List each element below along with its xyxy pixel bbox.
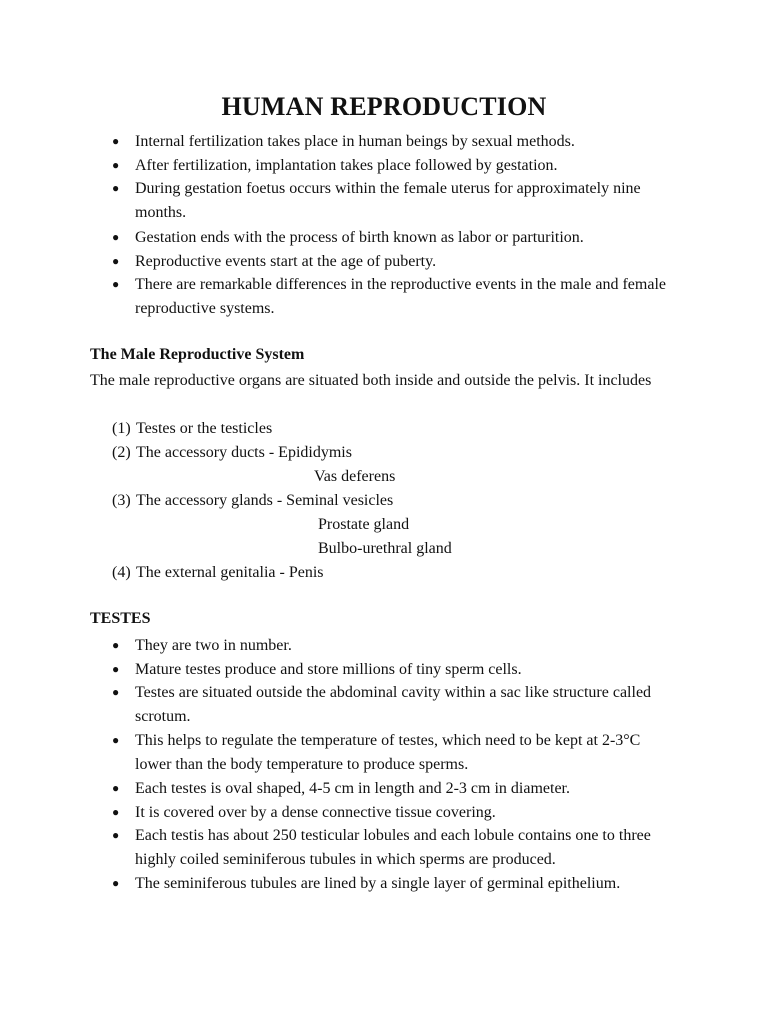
item-text: The external genitalia - Penis [136,564,324,581]
list-item [112,417,393,441]
list-item: ● Testes are situated outside the abdominal cavity within a sac like structure called scrotum. [0,681,768,728]
male-system-heading: The Male Reproductive System [90,346,305,363]
item-text: The accessory ducts - Epididymis [136,444,352,461]
testes-heading: TESTES [90,610,151,627]
item-number: (2) [112,444,131,461]
list-item: ● There are remarkable differences in the reproductive events in the male and female reproductive systems. [0,273,768,320]
item-continuation-text: Prostate gland [318,516,410,533]
item-continuation-text: Vas deferens [314,468,396,485]
intro-bullet-list [0,130,768,320]
item-number: (4) [112,564,131,581]
list-item: ● Internal fertilization takes place in human beings by sexual methods. [0,130,768,154]
list-item [112,441,393,465]
page-title: HUMAN REPRODUCTION [221,92,547,121]
item-text: Testes or the testicles [136,420,273,437]
list-item: ● Each testis has about 250 testicular lobules and each lobule contains one to three highly coiled seminiferous tubules in which sperms are produced. [0,824,768,871]
list-item: ● After fertilization, implantation takes place followed by gestation. [0,154,768,178]
list-item-continuation [112,513,410,537]
item-text: The accessory glands - Seminal vesicles [136,492,394,509]
list-item: ● Reproductive events start at the age of puberty. [0,250,768,274]
list-item: ● They are two in number. [0,634,768,658]
male-system-paragraph: The male reproductive organs are situated both inside and outside the pelvis. It includes [90,372,652,389]
list-item: ● The seminiferous tubules are lined by a single layer of germinal epithelium. [0,872,768,896]
male-organs-list [112,417,452,585]
list-item-continuation [112,465,396,489]
list-item: ● Mature testes produce and store millions of tiny sperm cells. [0,658,768,682]
testes-bullet-list [0,634,768,896]
item-continuation-text: Bulbo-urethral gland [318,540,452,557]
list-item: ● It is covered over by a dense connective tissue covering. [0,801,768,825]
list-item: ● During gestation foetus occurs within the female uterus for approximately nine months. [0,177,768,224]
item-number: (3) [112,492,131,509]
item-number: (1) [112,420,131,437]
list-item: ● This helps to regulate the temperature of testes, which need to be kept at 2-3°C lower than the body temperature to produce sperms. [0,729,768,776]
list-item [112,489,393,513]
list-item [112,561,393,585]
list-item-continuation [112,537,452,561]
list-item: ● Each testes is oval shaped, 4-5 cm in length and 2-3 cm in diameter. [0,777,768,801]
list-item: ● Gestation ends with the process of birth known as labor or parturition. [0,226,768,250]
